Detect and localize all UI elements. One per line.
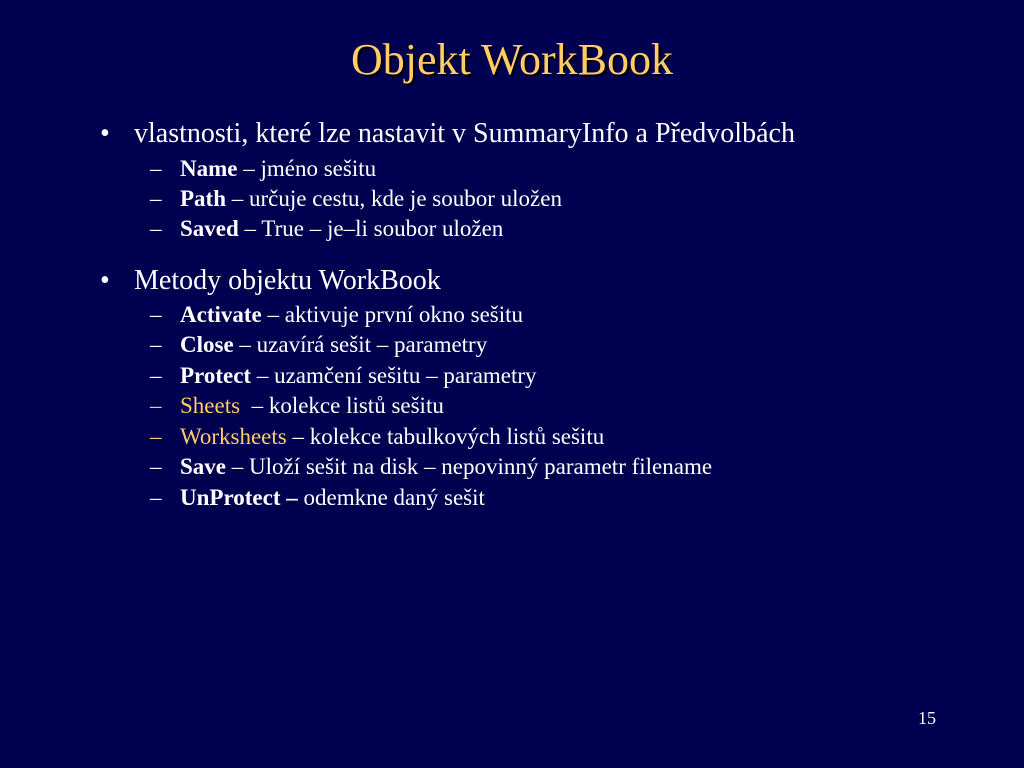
sub-item-text: [180, 422, 604, 452]
dash-icon: –: [150, 363, 162, 388]
sub-item-text: [180, 154, 376, 184]
dash-icon: –: [150, 156, 162, 181]
sub-item-text: [180, 300, 523, 330]
item-term: Sheets: [180, 393, 241, 418]
dash-icon: –: [150, 186, 162, 211]
item-term: Path: [180, 186, 226, 211]
item-desc: – kolekce tabulkových listů sešitu: [286, 424, 605, 449]
item-desc: – kolekce listů sešitu: [240, 393, 444, 418]
item-desc: odemkne daný sešit: [297, 485, 485, 510]
dash-icon: –: [150, 216, 162, 241]
dash-icon: –: [150, 485, 162, 510]
sub-item-text: [180, 391, 444, 421]
item-desc: – určuje cestu, kde je soubor uložen: [226, 186, 562, 211]
item-term: UnProtect –: [180, 485, 298, 510]
page-number: 15: [918, 708, 936, 728]
item-desc: – uzamčení sešitu – parametry: [251, 363, 537, 388]
bullet-icon: •: [100, 265, 110, 296]
bullet-icon: •: [100, 118, 110, 149]
sub-item-text: [180, 214, 503, 244]
sub-item-text: [180, 361, 537, 391]
item-desc: – True – je–li soubor uložen: [238, 216, 504, 241]
dash-icon: –: [150, 454, 162, 479]
item-term: Save: [180, 454, 226, 479]
sub-item-text: [180, 184, 562, 214]
item-term: Name: [180, 156, 238, 181]
item-term: Activate: [180, 302, 262, 327]
dash-icon: –: [150, 393, 162, 418]
sub-item-text: [180, 483, 485, 513]
sub-item-text: [180, 330, 487, 360]
item-desc: – aktivuje první okno sešitu: [261, 302, 524, 327]
dash-icon: –: [150, 332, 162, 357]
bullet-text: vlastnosti, které lze nastavit v SummaryInfo a Předvolbách: [134, 118, 795, 149]
sub-item-text: [180, 452, 712, 482]
bullet-text: Metody objektu WorkBook: [134, 265, 441, 296]
slide-title: Objekt WorkBook: [351, 35, 673, 84]
item-desc: – jméno sešitu: [237, 156, 377, 181]
item-term: Close: [180, 332, 234, 357]
item-desc: – Uloží sešit na disk – nepovinný parametr filename: [226, 454, 713, 479]
item-desc: – uzavírá sešit – parametry: [233, 332, 488, 357]
item-term: Worksheets: [180, 424, 287, 449]
item-term: Saved: [180, 216, 239, 241]
dash-icon: –: [150, 302, 162, 327]
item-term: Protect: [180, 363, 252, 388]
dash-icon: –: [150, 424, 162, 449]
